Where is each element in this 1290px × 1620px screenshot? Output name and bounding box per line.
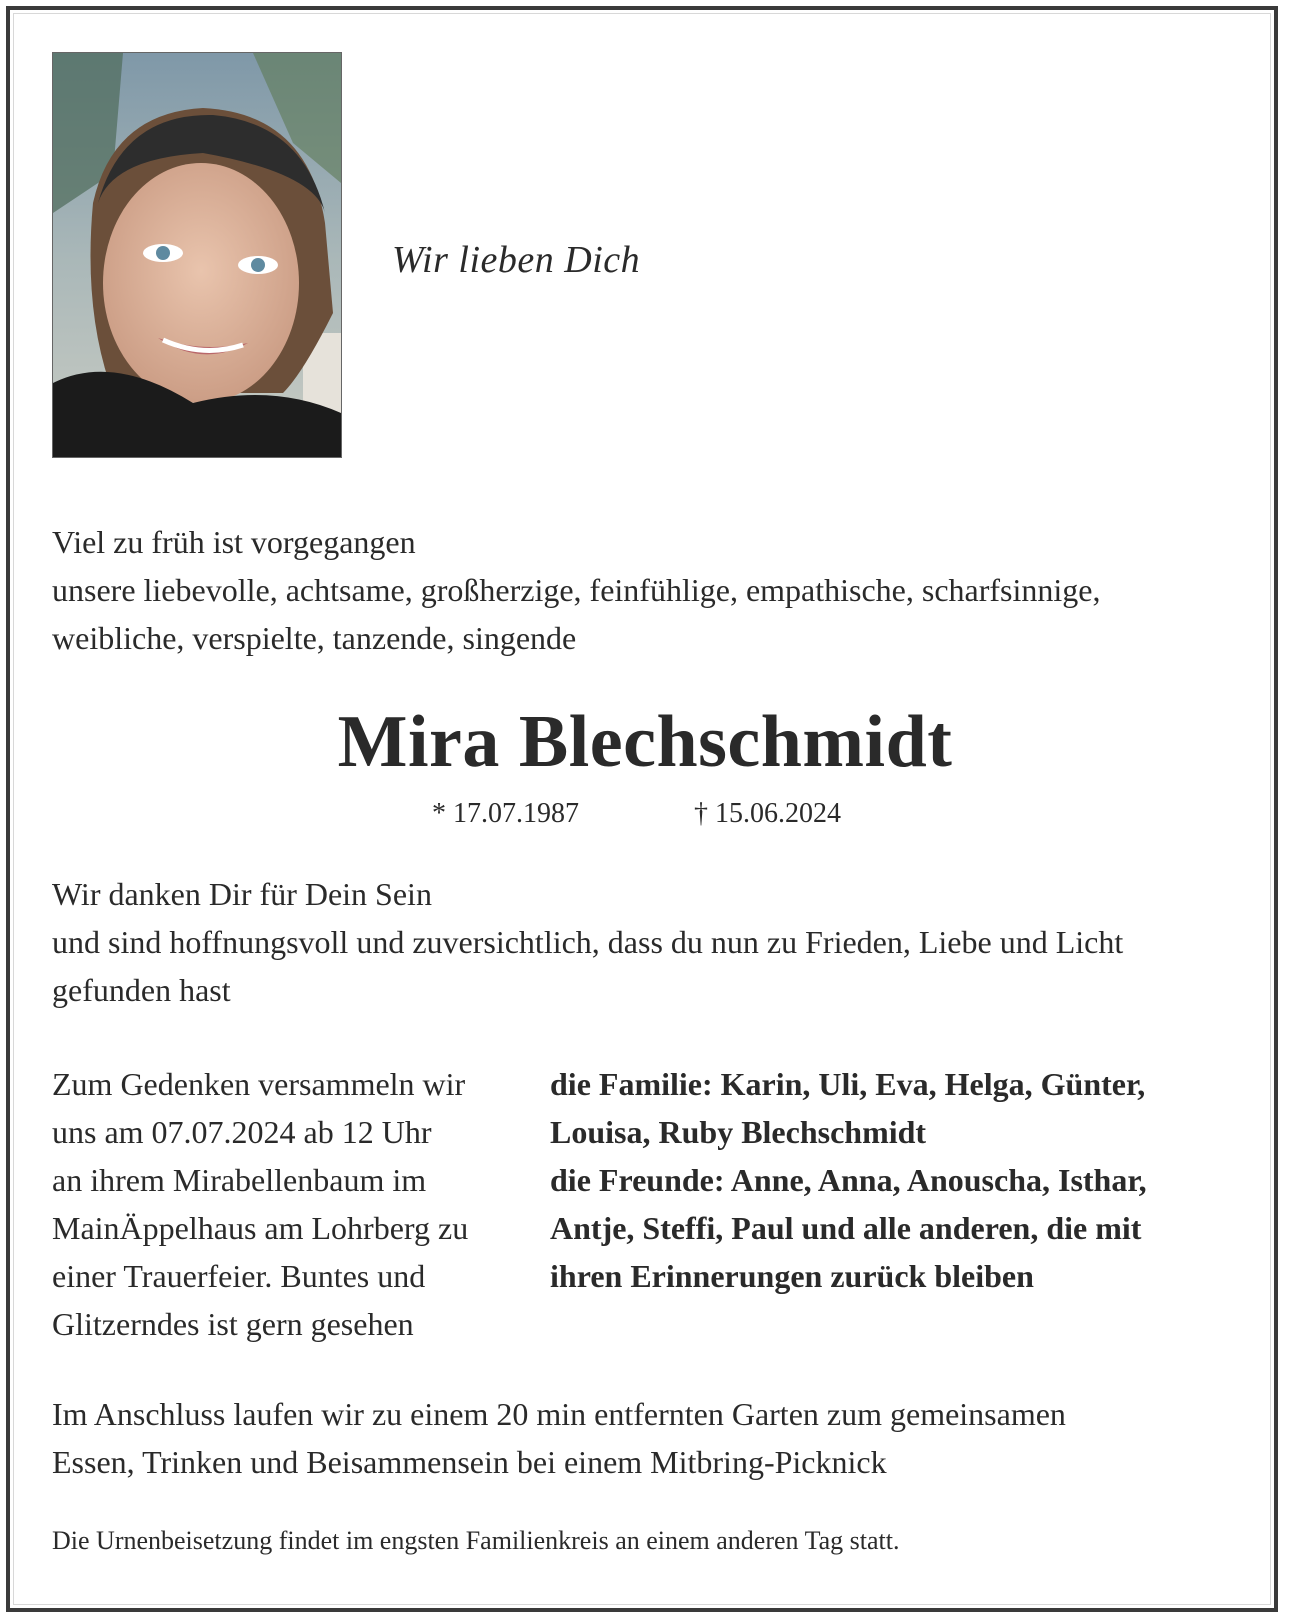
thanks-line: gefunden hast bbox=[52, 972, 231, 1008]
mourners-list bbox=[550, 1060, 1147, 1300]
portrait-icon bbox=[53, 53, 341, 457]
memorial-line: Zum Gedenken versammeln wir bbox=[52, 1066, 466, 1102]
memorial-line: einer Trauerfeier. Buntes und bbox=[52, 1258, 426, 1294]
mourners-line: die Familie: Karin, Uli, Eva, Helga, Günter, bbox=[550, 1066, 1146, 1102]
memorial-line: MainÄppelhaus am Lohrberg zu bbox=[52, 1210, 469, 1246]
memorial-line: uns am 07.07.2024 ab 12 Uhr bbox=[52, 1114, 432, 1150]
afterwards-line: Im Anschluss laufen wir zu einem 20 min entfernten Garten zum gemeinsamen bbox=[52, 1396, 1066, 1432]
mourners-line: Louisa, Ruby Blechschmidt bbox=[550, 1114, 927, 1150]
birth-date: * 17.07.1987 bbox=[432, 798, 579, 829]
deceased-name: Mira Blechschmidt bbox=[337, 701, 953, 783]
intro-line: unsere liebevolle, achtsame, großherzige, feinfühlige, empathische, scharfsinnige, bbox=[52, 572, 1101, 608]
motto: Wir lieben Dich bbox=[392, 239, 641, 281]
memorial-line: an ihrem Mirabellenbaum im bbox=[52, 1162, 427, 1198]
memorial-line: Glitzerndes ist gern gesehen bbox=[52, 1306, 414, 1342]
thanks-line: und sind hoffnungsvoll und zuversichtlich, dass du nun zu Frieden, Liebe und Licht bbox=[52, 924, 1124, 960]
burial-note: Die Urnenbeisetzung findet im engsten Familienkreis an einem anderen Tag statt. bbox=[52, 1526, 900, 1555]
intro-line: weibliche, verspielte, tanzende, singende bbox=[52, 620, 577, 656]
thanks-line: Wir danken Dir für Dein Sein bbox=[52, 876, 432, 912]
afterwards-info bbox=[52, 1390, 1066, 1486]
intro-line: Viel zu früh ist vorgegangen bbox=[52, 524, 416, 560]
afterwards-line: Essen, Trinken und Beisammensein bei einem Mitbring-Picknick bbox=[52, 1444, 887, 1480]
death-date: † 15.06.2024 bbox=[694, 798, 841, 829]
mourners-line: die Freunde: Anne, Anna, Anouscha, Isthar, bbox=[550, 1162, 1147, 1198]
mourners-line: Antje, Steffi, Paul und alle anderen, die mit bbox=[550, 1210, 1142, 1246]
memorial-info bbox=[52, 1060, 468, 1348]
thanks-text bbox=[52, 870, 1123, 1014]
portrait-photo bbox=[52, 52, 342, 458]
intro-text bbox=[52, 518, 1100, 662]
mourners-line: ihren Erinnerungen zurück bleiben bbox=[550, 1258, 1034, 1294]
